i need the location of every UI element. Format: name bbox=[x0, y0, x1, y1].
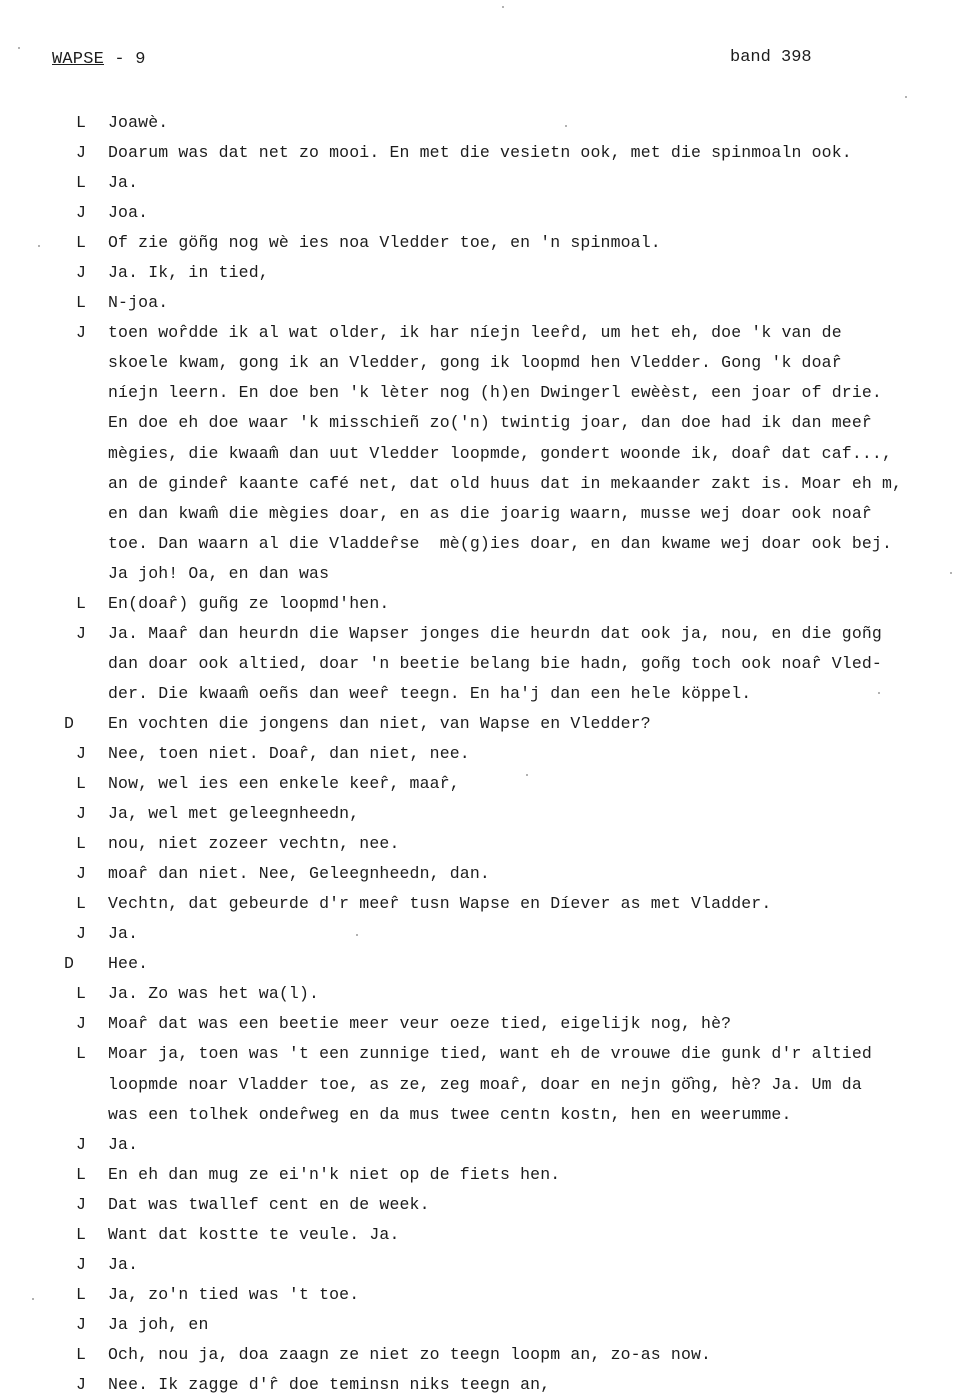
transcript-line bbox=[0, 619, 973, 649]
speaker-initial: L bbox=[76, 774, 86, 794]
transcript-line bbox=[0, 1280, 973, 1310]
utterance-text: Hee. bbox=[108, 954, 149, 974]
transcript-line bbox=[0, 288, 973, 318]
transcript-line bbox=[0, 408, 973, 438]
utterance-text: Want dat kostte te veule. Ja. bbox=[108, 1224, 400, 1244]
transcript-line bbox=[0, 168, 973, 198]
utterance-text: En eh dan mug ze ei'n'k niet op de fiets hen. bbox=[108, 1164, 561, 1184]
speaker-initial: L bbox=[76, 834, 86, 854]
speaker-initial: J bbox=[76, 1134, 86, 1154]
utterance-text: der. Die kwaam̂ oeñs dan weer̂ teegn. En ha'j dan een hele köppel. bbox=[108, 683, 752, 703]
utterance-text: Och, nou ja, doa zaagn ze niet zo teegn loopm an, zo-as now. bbox=[108, 1344, 712, 1364]
scan-speck bbox=[526, 774, 528, 776]
speaker-initial: L bbox=[76, 293, 86, 313]
speaker-initial: L bbox=[76, 1164, 86, 1184]
transcript-line bbox=[0, 1160, 973, 1190]
transcript-line bbox=[0, 739, 973, 769]
utterance-text: skoele kwam, gong ik an Vledder, gong ik loopmd hen Vledder. Gong 'k doar̂ bbox=[108, 353, 842, 373]
scan-speck bbox=[18, 47, 20, 49]
transcript-line bbox=[0, 378, 973, 408]
scan-speck bbox=[950, 572, 952, 574]
speaker-initial: J bbox=[76, 263, 86, 283]
transcript-line bbox=[0, 859, 973, 889]
transcript-line bbox=[0, 1340, 973, 1370]
utterance-text: Vechtn, dat gebeurde d'r meer̂ tusn Wapse en Díever as met Vladder. bbox=[108, 894, 772, 914]
transcript-line bbox=[0, 709, 973, 739]
transcript-line bbox=[0, 949, 973, 979]
transcript-line bbox=[0, 469, 973, 499]
transcript-line bbox=[0, 1220, 973, 1250]
utterance-text: Moar̂ dat was een beetie meer veur oeze tied, eigelijk nog, hè? bbox=[108, 1014, 732, 1034]
utterance-text: toen wor̂dde ik al wat older, ik har níejn leer̂d, um het eh, doe 'k van de bbox=[108, 323, 842, 343]
transcript-line bbox=[0, 198, 973, 228]
transcript-line bbox=[0, 1070, 973, 1100]
speaker-initial: L bbox=[76, 113, 86, 132]
utterance-text: Ja. bbox=[108, 1134, 139, 1154]
scan-speck bbox=[356, 934, 358, 936]
speaker-initial: J bbox=[76, 743, 86, 763]
speaker-initial: D bbox=[64, 713, 74, 733]
speaker-initial: L bbox=[76, 1224, 86, 1244]
utterance-text: En doe eh doe waar 'k misschieñ zo('n) twintig joar, dan doe had ik dan meer̂ bbox=[108, 413, 872, 433]
page-number: - 9 bbox=[104, 50, 146, 69]
utterance-text: Ja. Maar̂ dan heurdn die Wapser jonges die heurdn dat ook ja, nou, en die goñg bbox=[108, 623, 882, 643]
speaker-initial: L bbox=[76, 593, 86, 613]
utterance-text: Dat was twallef cent en de week. bbox=[108, 1194, 430, 1214]
utterance-text: Ja. Zo was het wa(l). bbox=[108, 984, 320, 1004]
utterance-text: Moar ja, toen was 't een zunnige tied, want eh de vrouwe die gunk d'r altied bbox=[108, 1044, 872, 1064]
utterance-text: was een tolhek onder̂weg en da mus twee centn kostn, hen en weerumme. bbox=[108, 1104, 792, 1124]
transcript-line bbox=[0, 318, 973, 348]
speaker-initial: D bbox=[64, 954, 74, 974]
speaker-initial: J bbox=[76, 1254, 86, 1274]
speaker-initial: J bbox=[76, 623, 86, 643]
transcript-line bbox=[0, 1190, 973, 1220]
utterance-text: Ja. bbox=[108, 173, 139, 193]
transcript-line bbox=[0, 649, 973, 679]
speaker-initial: J bbox=[76, 864, 86, 884]
speaker-initial: J bbox=[76, 323, 86, 343]
speaker-initial: J bbox=[76, 1014, 86, 1034]
transcript-line bbox=[0, 799, 973, 829]
utterance-text: moar̂ dan niet. Nee, Geleegnheedn, dan. bbox=[108, 864, 490, 884]
transcript-line bbox=[0, 439, 973, 469]
utterance-text: Ja, wel met geleegnheedn, bbox=[108, 804, 360, 824]
speaker-initial: L bbox=[76, 233, 86, 253]
speaker-initial: J bbox=[76, 1314, 86, 1334]
transcript-line bbox=[0, 1130, 973, 1160]
utterance-text: Ja. Ik, in tied, bbox=[108, 263, 269, 283]
scan-speck bbox=[38, 245, 40, 247]
speaker-initial: L bbox=[76, 1344, 86, 1364]
speaker-initial: L bbox=[76, 984, 86, 1004]
utterance-text: Ja. bbox=[108, 1254, 139, 1274]
utterance-text: Ja, zo'n tied was 't toe. bbox=[108, 1284, 360, 1304]
scan-speck bbox=[878, 692, 880, 694]
transcript-line bbox=[0, 769, 973, 799]
transcript-line bbox=[0, 589, 973, 619]
utterance-text: toe. Dan waarn al die Vladder̂se mè(g)ies doar, en dan kwame wej doar ook bej. bbox=[108, 533, 893, 553]
utterance-text: en dan kwam̂ die mègies doar, en as die joarig waarn, musse wej doar ook noar̂ bbox=[108, 503, 872, 523]
page-header-left bbox=[52, 50, 146, 69]
utterance-text: Now, wel ies een enkele keer̂, maar̂, bbox=[108, 774, 460, 794]
transcript-line bbox=[0, 1370, 973, 1400]
utterance-text: Ja joh! Oa, en dan was bbox=[108, 563, 330, 583]
transcript-line bbox=[0, 829, 973, 859]
utterance-text: Joawè. bbox=[108, 113, 169, 132]
utterance-text: an de ginder̂ kaante café net, dat old huus dat in mekaander zakt is. Moar eh m, bbox=[108, 473, 903, 493]
utterance-text: Ja. bbox=[108, 924, 139, 944]
transcript-line bbox=[0, 979, 973, 1009]
transcript-line bbox=[0, 1100, 973, 1130]
speaker-initial: L bbox=[76, 894, 86, 914]
speaker-initial: J bbox=[76, 203, 86, 223]
transcript-line bbox=[0, 108, 973, 138]
utterance-text: Nee, toen niet. Doar̂, dan niet, nee. bbox=[108, 743, 470, 763]
speaker-initial: J bbox=[76, 1194, 86, 1214]
utterance-text: nou, niet zozeer vechtn, nee. bbox=[108, 834, 400, 854]
speaker-initial: J bbox=[76, 143, 86, 163]
transcript-line bbox=[0, 679, 973, 709]
speaker-initial: L bbox=[76, 1044, 86, 1064]
transcript-line bbox=[0, 889, 973, 919]
transcript-line bbox=[0, 499, 973, 529]
transcript-line bbox=[0, 919, 973, 949]
transcript-line bbox=[0, 348, 973, 378]
transcript-line bbox=[0, 1250, 973, 1280]
scan-speck bbox=[502, 6, 504, 8]
band-number: band 398 bbox=[730, 48, 812, 67]
transcript-line bbox=[0, 1310, 973, 1340]
utterance-text: dan doar ook altied, doar 'n beetie belang bie hadn, goñg toch ook noar̂ Vled- bbox=[108, 653, 882, 673]
transcript-line bbox=[0, 258, 973, 288]
utterance-text: mègies, die kwaam̂ dan uut Vledder loopmde, gondert woonde ik, doar̂ dat caf..., bbox=[108, 443, 893, 463]
speaker-initial: J bbox=[76, 924, 86, 944]
transcript-line bbox=[0, 529, 973, 559]
speaker-initial: L bbox=[76, 173, 86, 193]
utterance-text: Ja joh, en bbox=[108, 1314, 209, 1334]
scan-speck bbox=[905, 96, 907, 98]
transcript-line bbox=[0, 1009, 973, 1039]
speaker-initial: L bbox=[76, 1284, 86, 1304]
utterance-text: níejn leern. En doe ben 'k lèter nog (h)en Dwingerl ewèèst, een joar of drie. bbox=[108, 383, 882, 403]
speaker-initial: J bbox=[76, 804, 86, 824]
scan-speck bbox=[565, 125, 567, 127]
transcript-line bbox=[0, 228, 973, 258]
speaker-initial: J bbox=[76, 1374, 86, 1394]
transcript-line bbox=[0, 138, 973, 168]
utterance-text: Joa. bbox=[108, 203, 149, 223]
utterance-text: En vochten die jongens dan niet, van Wapse en Vledder? bbox=[108, 713, 651, 733]
document-id: WAPSE bbox=[52, 50, 105, 69]
utterance-text: En(doar̂) guñg ze loopmd'hen. bbox=[108, 593, 390, 613]
utterance-text: Of zie göñg nog wè ies noa Vledder toe, en 'n spinmoal. bbox=[108, 233, 661, 253]
scan-speck bbox=[32, 1298, 34, 1300]
utterance-text: loopmde noar Vladder toe, as ze, zeg moar̂, doar en nejn gö̂ng, hè? Ja. Um da bbox=[108, 1074, 862, 1094]
transcript-body bbox=[0, 108, 973, 1400]
transcript-line bbox=[0, 559, 973, 589]
utterance-text: Nee. Ik zagge d'r̂ doe teminsn niks teegn an, bbox=[108, 1374, 551, 1394]
utterance-text: N-joa. bbox=[108, 293, 169, 313]
utterance-text: Doarum was dat net zo mooi. En met die vesietn ook, met die spinmoaln ook. bbox=[108, 143, 852, 163]
transcript-line bbox=[0, 1039, 973, 1069]
